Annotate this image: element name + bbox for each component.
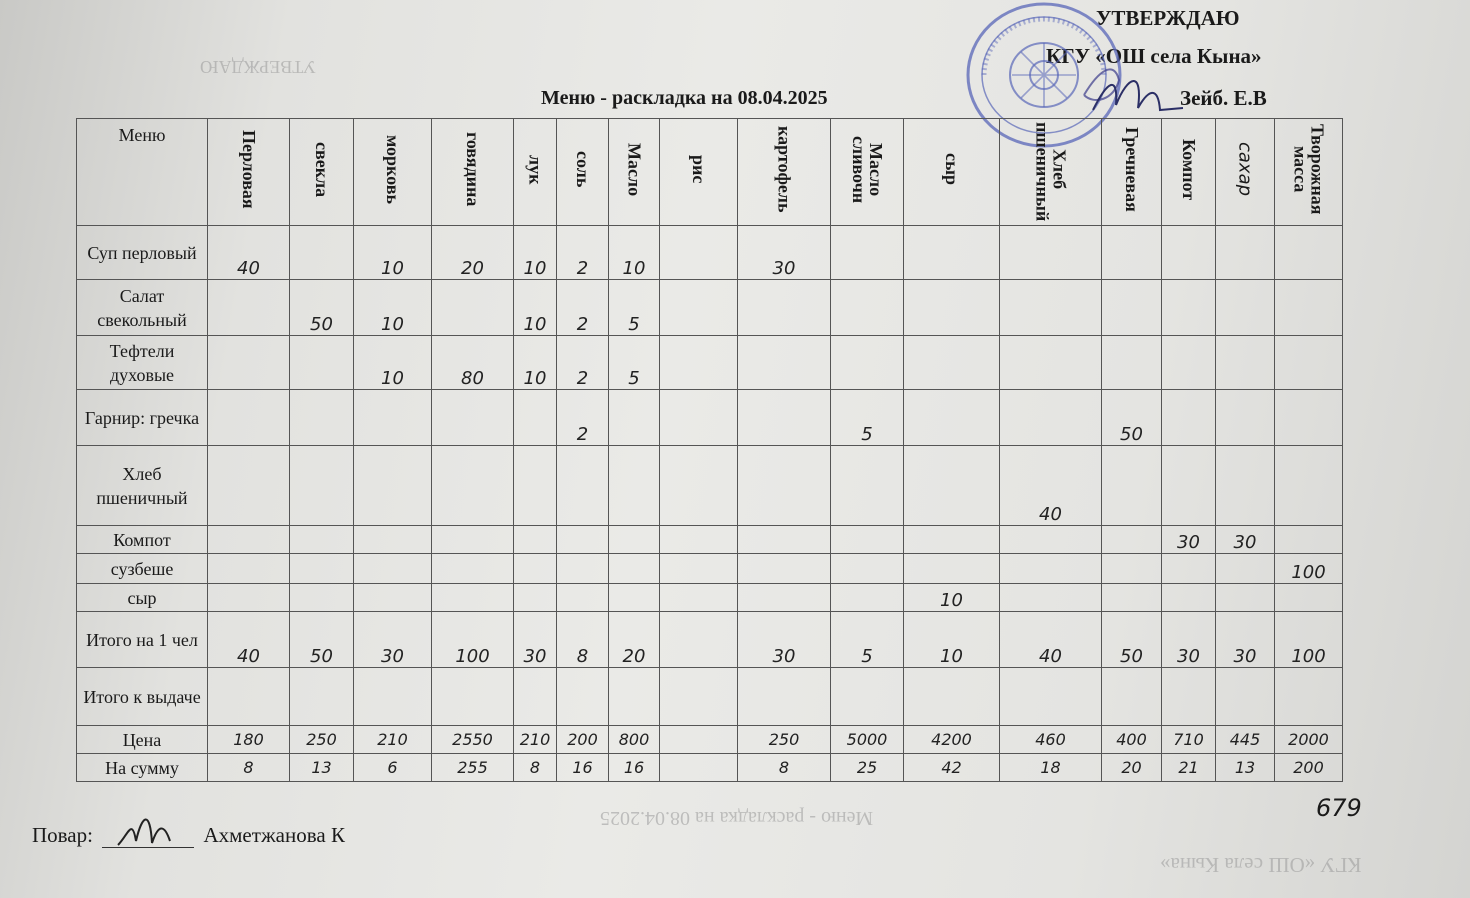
table-cell	[660, 446, 738, 526]
table-cell	[660, 754, 738, 782]
row-label: Хлеб пшеничный	[77, 446, 208, 526]
table-cell	[738, 280, 831, 336]
table-cell: 210	[514, 726, 557, 754]
show-through-title: Меню - раскладка на 08.04.2025	[600, 807, 874, 829]
table-cell: 2	[557, 390, 609, 446]
table-cell	[1102, 226, 1162, 280]
column-header	[609, 119, 660, 226]
table-cell: 10	[904, 612, 1000, 668]
table-row	[77, 280, 1343, 336]
table-cell	[738, 390, 831, 446]
column-header-label: Хлеб пшеничный	[1032, 121, 1070, 221]
table-cell	[557, 526, 609, 554]
column-header-label: картофель	[774, 126, 795, 213]
table-cell: 30	[738, 226, 831, 280]
grand-total: 679	[1316, 794, 1362, 822]
column-header-label: соль	[573, 151, 593, 188]
table-cell	[1000, 390, 1102, 446]
table-cell	[1275, 526, 1343, 554]
row-label: сузбеше	[77, 554, 208, 584]
cook-name: Ахметжанова К	[203, 823, 345, 847]
column-header	[290, 119, 354, 226]
table-cell: 25	[831, 754, 904, 782]
table-cell	[290, 336, 354, 390]
table-cell	[208, 446, 290, 526]
cook-signature-icon	[110, 805, 190, 850]
table-cell	[354, 446, 432, 526]
table-cell	[660, 526, 738, 554]
table-cell	[904, 554, 1000, 584]
table-cell: 30	[354, 612, 432, 668]
table-cell	[1216, 446, 1275, 526]
table-cell	[1000, 668, 1102, 726]
table-cell	[660, 612, 738, 668]
table-cell	[738, 336, 831, 390]
table-cell: 100	[1275, 554, 1343, 584]
table-cell: 50	[1102, 612, 1162, 668]
table-cell	[1162, 336, 1216, 390]
table-cell: 5	[831, 612, 904, 668]
column-header	[354, 119, 432, 226]
document-title: Меню - раскладка на 08.04.2025	[541, 87, 828, 109]
table-cell	[208, 526, 290, 554]
table-cell: 16	[557, 754, 609, 782]
table-cell: 30	[1162, 612, 1216, 668]
show-through-org: КГУ «ОШ села Кына»	[1160, 853, 1362, 877]
table-cell	[1162, 668, 1216, 726]
table-cell	[660, 280, 738, 336]
table-cell	[290, 526, 354, 554]
table-cell	[354, 668, 432, 726]
table-row	[77, 526, 1343, 554]
row-label: Цена	[77, 726, 208, 754]
column-header-label: рис	[689, 155, 709, 184]
row-label: Итого к выдаче	[77, 668, 208, 726]
table-cell	[904, 226, 1000, 280]
table-cell	[1162, 280, 1216, 336]
table-cell: 6	[354, 754, 432, 782]
table-cell: 21	[1162, 754, 1216, 782]
table-cell	[660, 554, 738, 584]
approve-word: УТВЕРЖДАЮ	[1096, 6, 1240, 30]
table-cell	[1102, 526, 1162, 554]
table-cell: 2550	[432, 726, 514, 754]
table-cell: 30	[514, 612, 557, 668]
table-cell	[290, 226, 354, 280]
table-cell: 5	[609, 336, 660, 390]
table-cell	[831, 526, 904, 554]
table-cell: 2000	[1275, 726, 1343, 754]
table-cell	[660, 726, 738, 754]
table-cell: 10	[354, 336, 432, 390]
table-cell: 30	[1162, 526, 1216, 554]
row-label: Суп перловый	[77, 226, 208, 280]
table-cell: 250	[738, 726, 831, 754]
table-cell: 10	[514, 336, 557, 390]
table-cell	[1275, 668, 1343, 726]
table-cell	[738, 526, 831, 554]
table-cell: 13	[1216, 754, 1275, 782]
table-cell: 20	[609, 612, 660, 668]
column-header-label: сахар	[1234, 142, 1256, 197]
table-cell	[208, 668, 290, 726]
table-cell	[557, 668, 609, 726]
column-header-label: говядина	[463, 132, 483, 207]
table-cell	[1162, 390, 1216, 446]
table-row	[77, 336, 1343, 390]
table-cell: 100	[432, 612, 514, 668]
table-cell	[1102, 668, 1162, 726]
table-cell	[432, 554, 514, 584]
table-cell	[1275, 446, 1343, 526]
table-cell	[1216, 226, 1275, 280]
table-cell	[290, 584, 354, 612]
cook-label: Повар:	[32, 823, 93, 847]
column-header	[514, 119, 557, 226]
table-cell	[660, 668, 738, 726]
table-cell	[290, 446, 354, 526]
table-cell	[514, 668, 557, 726]
table-cell	[1216, 280, 1275, 336]
table-cell: 800	[609, 726, 660, 754]
table-cell: 200	[557, 726, 609, 754]
table-cell	[514, 526, 557, 554]
row-label: сыр	[77, 584, 208, 612]
organization-name: КГУ «ОШ села Кына»	[1046, 44, 1262, 68]
table-cell	[1275, 226, 1343, 280]
column-header	[738, 119, 831, 226]
table-cell: 40	[208, 612, 290, 668]
row-label: Салат свекольный	[77, 280, 208, 336]
table-cell	[1000, 336, 1102, 390]
table-cell	[609, 390, 660, 446]
column-header	[557, 119, 609, 226]
column-header-label: Гречневая	[1122, 127, 1142, 212]
table-cell	[1102, 554, 1162, 584]
table-cell	[609, 446, 660, 526]
row-label: Тефтели духовые	[77, 336, 208, 390]
table-cell	[432, 526, 514, 554]
table-cell	[1162, 226, 1216, 280]
table-cell	[831, 280, 904, 336]
table-cell	[1275, 280, 1343, 336]
table-cell	[1000, 554, 1102, 584]
table-cell	[354, 390, 432, 446]
table-row	[77, 554, 1343, 584]
table-cell: 50	[1102, 390, 1162, 446]
table-cell	[1216, 336, 1275, 390]
row-label: Гарнир: гречка	[77, 390, 208, 446]
column-header	[1162, 119, 1216, 226]
table-cell	[1102, 446, 1162, 526]
table-cell: 10	[904, 584, 1000, 612]
table-cell	[738, 584, 831, 612]
table-cell: 40	[208, 226, 290, 280]
table-cell	[1275, 584, 1343, 612]
table-cell: 710	[1162, 726, 1216, 754]
table-cell: 13	[290, 754, 354, 782]
table-row	[77, 612, 1343, 668]
table-cell	[904, 336, 1000, 390]
table-cell: 2	[557, 226, 609, 280]
table-cell: 2	[557, 336, 609, 390]
table-cell	[904, 668, 1000, 726]
table-cell	[208, 584, 290, 612]
column-header	[660, 119, 738, 226]
table-cell	[290, 554, 354, 584]
table-cell: 30	[738, 612, 831, 668]
table-cell	[660, 584, 738, 612]
table-cell	[1162, 584, 1216, 612]
table-cell	[557, 584, 609, 612]
table-cell: 40	[1000, 446, 1102, 526]
table-cell	[557, 446, 609, 526]
column-header-label: сыр	[942, 153, 962, 186]
table-cell	[208, 554, 290, 584]
table-cell	[290, 390, 354, 446]
table-cell: 460	[1000, 726, 1102, 754]
table-cell	[1216, 584, 1275, 612]
column-header	[1275, 119, 1343, 226]
table-cell: 8	[208, 754, 290, 782]
table-cell: 10	[514, 226, 557, 280]
table-cell	[1216, 390, 1275, 446]
table-cell: 8	[557, 612, 609, 668]
table-cell	[738, 668, 831, 726]
director-signature-icon	[1088, 70, 1188, 120]
table-cell	[290, 668, 354, 726]
table-cell	[208, 390, 290, 446]
table-cell: 40	[1000, 612, 1102, 668]
table-cell	[1275, 390, 1343, 446]
column-header-label: Компот	[1179, 138, 1199, 201]
table-cell: 8	[738, 754, 831, 782]
table-cell	[1102, 336, 1162, 390]
column-header	[904, 119, 1000, 226]
table-cell	[208, 280, 290, 336]
table-cell	[354, 584, 432, 612]
table-cell	[1216, 668, 1275, 726]
row-label: На сумму	[77, 754, 208, 782]
column-header-menu: Меню	[77, 119, 208, 226]
table-cell: 445	[1216, 726, 1275, 754]
table-cell	[1000, 526, 1102, 554]
table-cell: 30	[1216, 612, 1275, 668]
table-cell	[1000, 584, 1102, 612]
table-cell	[904, 390, 1000, 446]
table-cell	[432, 446, 514, 526]
table-cell	[609, 554, 660, 584]
table-cell	[660, 390, 738, 446]
table-cell: 10	[354, 226, 432, 280]
table-cell	[432, 668, 514, 726]
table-cell	[831, 446, 904, 526]
table-cell	[831, 336, 904, 390]
column-header	[831, 119, 904, 226]
table-cell	[514, 390, 557, 446]
row-label: Компот	[77, 526, 208, 554]
table-cell	[557, 554, 609, 584]
table-cell	[1162, 446, 1216, 526]
table-row	[77, 446, 1343, 526]
menu-table	[76, 118, 1343, 782]
table-cell	[738, 446, 831, 526]
table-cell: 10	[609, 226, 660, 280]
table-cell	[1102, 584, 1162, 612]
table-row	[77, 754, 1343, 782]
table-cell: 400	[1102, 726, 1162, 754]
table-cell: 5	[609, 280, 660, 336]
column-header-label: морковь	[383, 135, 403, 204]
column-header-label: Перловая	[239, 130, 259, 209]
column-header-label: лук	[525, 154, 546, 185]
column-header	[432, 119, 514, 226]
table-cell	[514, 584, 557, 612]
column-header	[208, 119, 290, 226]
table-row	[77, 726, 1343, 754]
table-cell: 10	[354, 280, 432, 336]
table-cell	[432, 280, 514, 336]
table-cell	[831, 668, 904, 726]
table-cell: 210	[354, 726, 432, 754]
table-cell: 50	[290, 612, 354, 668]
table-cell	[514, 446, 557, 526]
signer-name: Зейб. Е.В	[1180, 86, 1267, 110]
table-cell: 20	[1102, 754, 1162, 782]
table-cell: 5000	[831, 726, 904, 754]
show-through-approve: УТВЕРЖДАЮ	[200, 57, 317, 77]
table-cell: 255	[432, 754, 514, 782]
table-cell	[1216, 554, 1275, 584]
table-cell: 10	[514, 280, 557, 336]
table-cell	[831, 554, 904, 584]
row-label: Итого на 1 чел	[77, 612, 208, 668]
table-cell	[1162, 554, 1216, 584]
column-header	[1102, 119, 1162, 226]
table-cell	[354, 526, 432, 554]
column-header-label: Масло сливочн	[849, 135, 886, 204]
table-cell	[514, 554, 557, 584]
table-cell	[609, 668, 660, 726]
table-cell: 42	[904, 754, 1000, 782]
table-cell	[432, 584, 514, 612]
table-cell	[1275, 336, 1343, 390]
table-cell	[831, 226, 904, 280]
table-cell: 4200	[904, 726, 1000, 754]
column-header	[1216, 119, 1275, 226]
column-header-label: Масло	[624, 142, 645, 197]
table-cell	[831, 584, 904, 612]
table-cell: 20	[432, 226, 514, 280]
table-cell: 250	[290, 726, 354, 754]
table-cell	[609, 526, 660, 554]
table-cell: 100	[1275, 612, 1343, 668]
table-cell: 5	[831, 390, 904, 446]
table-cell: 200	[1275, 754, 1343, 782]
table-cell: 8	[514, 754, 557, 782]
table-cell: 80	[432, 336, 514, 390]
table-cell	[660, 336, 738, 390]
table-cell	[660, 226, 738, 280]
table-row	[77, 226, 1343, 280]
table-cell	[609, 584, 660, 612]
table-cell	[904, 280, 1000, 336]
table-cell	[1102, 280, 1162, 336]
column-header	[1000, 119, 1102, 226]
table-cell: 2	[557, 280, 609, 336]
table-cell: 30	[1216, 526, 1275, 554]
table-cell	[738, 554, 831, 584]
column-header-label: свекла	[312, 141, 332, 198]
table-cell	[208, 336, 290, 390]
table-row	[77, 668, 1343, 726]
table-cell	[904, 446, 1000, 526]
table-cell	[432, 390, 514, 446]
table-cell: 50	[290, 280, 354, 336]
table-cell	[1000, 226, 1102, 280]
table-cell: 16	[609, 754, 660, 782]
table-cell	[1000, 280, 1102, 336]
table-cell: 180	[208, 726, 290, 754]
table-row	[77, 584, 1343, 612]
table-cell: 18	[1000, 754, 1102, 782]
column-header-label: Творожная масса	[1290, 124, 1328, 215]
table-cell	[904, 526, 1000, 554]
table-row	[77, 390, 1343, 446]
table-cell	[354, 554, 432, 584]
header-row	[77, 119, 1343, 226]
